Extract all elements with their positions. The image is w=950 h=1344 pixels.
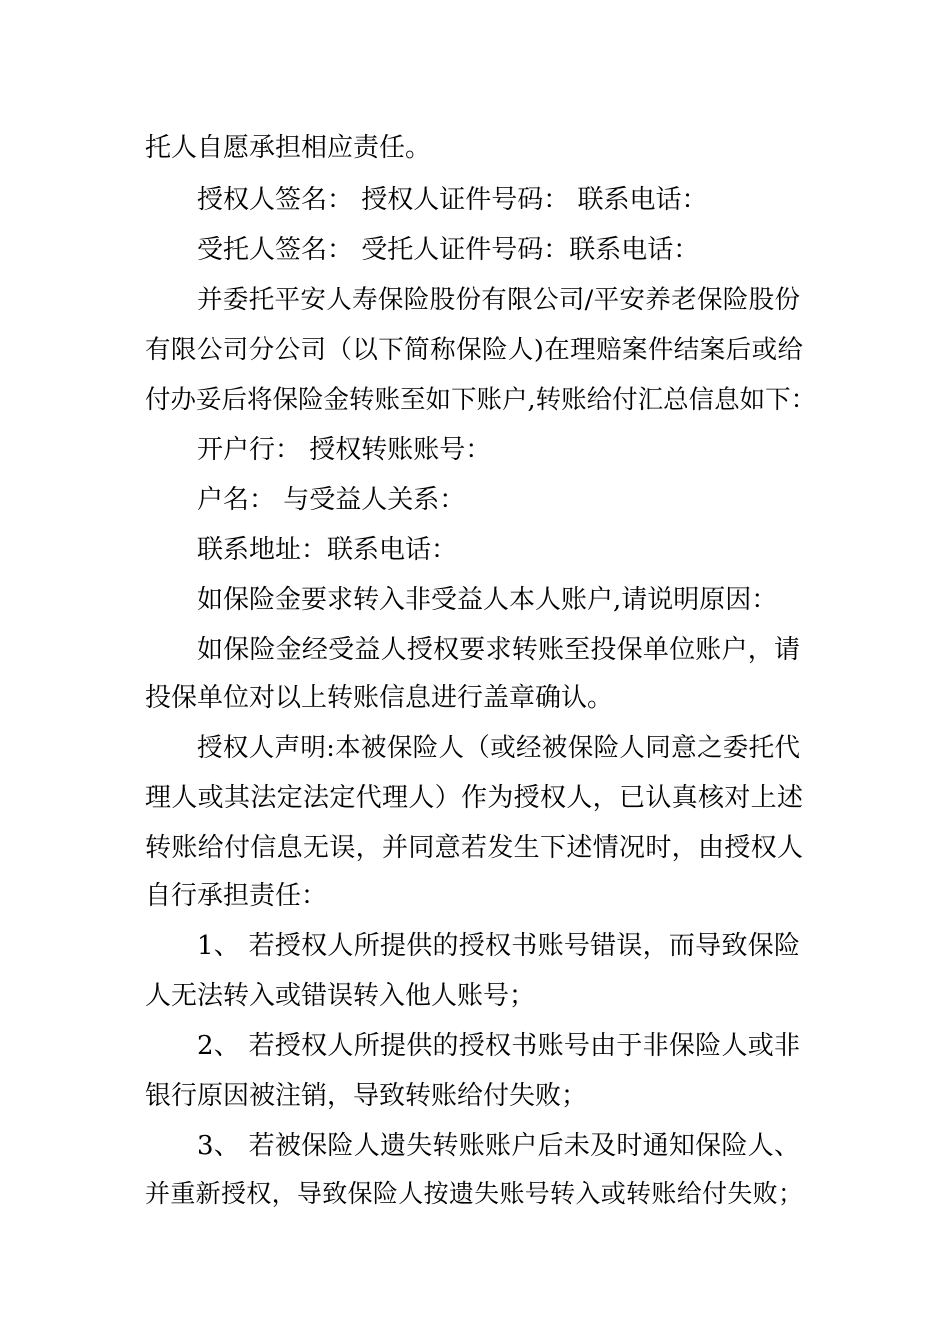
text-line: 如保险金要求转入非受益人本人账户,请说明原因： [197, 585, 778, 615]
text-line: 银行原因被注销，导致转账给付失败； [145, 1081, 588, 1111]
text-line: 理人或其法定法定代理人）作为授权人，已认真核对上述 [145, 783, 803, 813]
text-line: 并重新授权，导致保险人按遗失账号转入或转账给付失败； [145, 1179, 803, 1208]
text-line: 托人自愿承担相应责任。 [145, 133, 432, 163]
text-line: 投保单位对以上转账信息进行盖章确认。 [145, 683, 614, 713]
text-line: 授权人签名： 授权人证件号码： 联系电话： [197, 185, 708, 215]
text-line: 并委托平安人寿保险股份有限公司/平安养老保险股份 [197, 285, 800, 315]
text-line: 开户行： 授权转账账号： [197, 435, 492, 465]
text-line: 受托人签名： 受托人证件号码：联系电话： [197, 235, 700, 265]
text-line: 户名： 与受益人关系： [197, 485, 466, 515]
text-line: 转账给付信息无误，并同意若发生下述情况时，由授权人 [145, 833, 803, 863]
text-line: 付办妥后将保险金转账至如下账户,转账给付汇总信息如下： [145, 385, 817, 415]
text-line: 有限公司分公司（以下简称保险人)在理赔案件结案后或给 [145, 335, 803, 365]
text-line: 1、 若授权人所提供的授权书账号错误，而导致保险 [197, 931, 800, 961]
text-line: 如保险金经受益人授权要求转账至投保单位账户，请 [197, 635, 800, 665]
text-line: 自行承担责任： [145, 881, 328, 911]
text-line: 2、 若授权人所提供的授权书账号由于非保险人或非 [197, 1031, 800, 1061]
text-line: 联系地址：联系电话： [197, 535, 458, 565]
text-line: 授权人声明:本被保险人（或经被保险人同意之委托代 [197, 733, 800, 763]
text-line: 3、 若被保险人遗失转账账户后未及时通知保险人、 [197, 1131, 800, 1161]
text-line: 人无法转入或错误转入他人账号； [145, 981, 536, 1011]
